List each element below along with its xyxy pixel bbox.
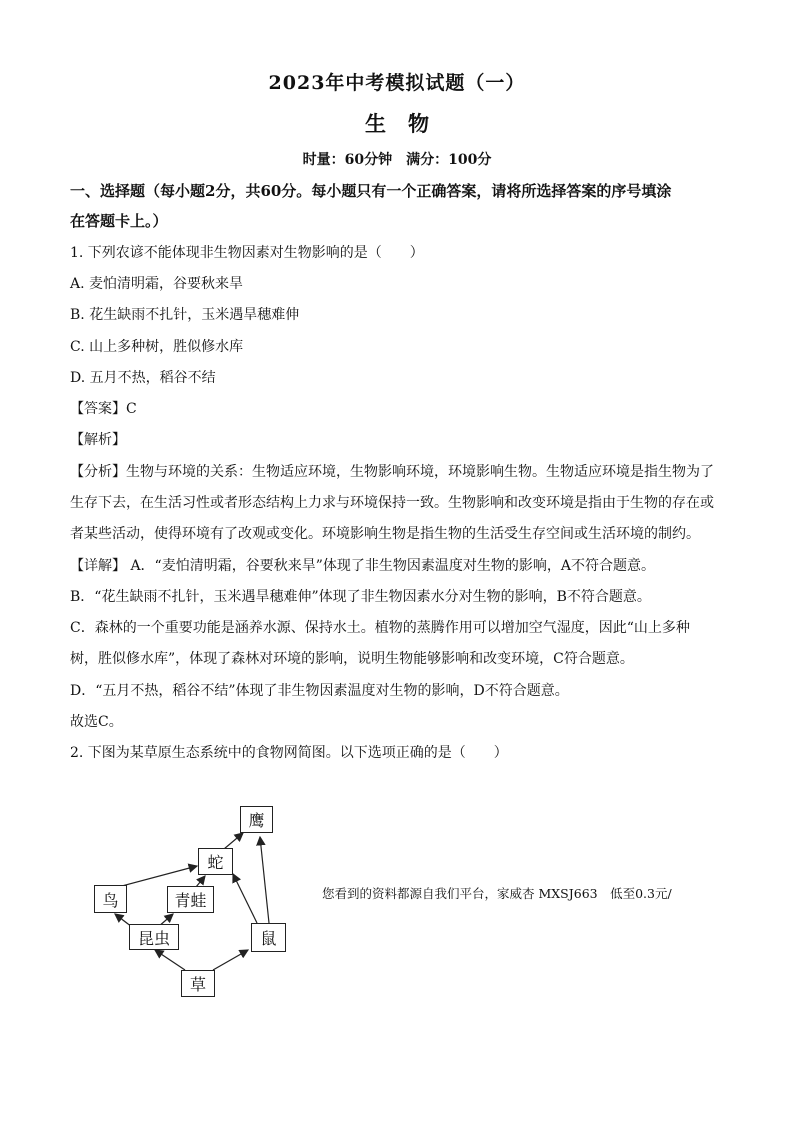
arrow-snake-to-eagle	[224, 833, 243, 849]
question-2-stem: 2. 下图为某草原生态系统中的食物网简图。以下选项正确的是（ ）	[70, 745, 508, 761]
node-frog: 青蛙	[167, 886, 214, 913]
analysis-line: C．森林的一个重要功能是涵养水源、保持水土。植物的蒸腾作用可以增加空气湿度，因此“山上多种	[70, 620, 690, 636]
node-snake: 蛇	[198, 848, 233, 875]
question-1-stem: 1. 下列农谚不能体现非生物因素对生物影响的是（ ）	[70, 245, 424, 261]
node-bird: 鸟	[94, 885, 127, 913]
analysis-line: D．“五月不热，稻谷不结”体现了非生物因素温度对生物的影响，D不符合题意。	[70, 683, 569, 699]
node-mouse: 鼠	[251, 923, 286, 952]
arrow-bird-to-snake	[122, 866, 197, 886]
node-eagle: 鹰	[240, 806, 273, 833]
question-1-answer: 【答案】C	[70, 401, 137, 417]
subject-title: 生物	[365, 111, 451, 136]
analysis-line: 【分析】生物与环境的关系：生物适应环境，生物影响环境，环境影响生物。生物适应环境是指生物为了	[70, 464, 714, 480]
arrow-grass-to-insect	[155, 950, 185, 970]
analysis-line: 【详解】 A．“麦怕清明霜，谷要秋来旱”体现了非生物因素温度对生物的影响，A不符合题意。	[70, 558, 655, 574]
analysis-line: B．“花生缺雨不扎针，玉米遇旱穗难伸”体现了非生物因素水分对生物的影响，B不符合题意。	[70, 589, 651, 605]
question-1-option-d: D. 五月不热，稻谷不结	[70, 370, 216, 386]
analysis-line: 生存下去，在生活习性或者形态结构上力求与环境保持一致。生物影响和改变环境是指由于生物的存在或	[70, 495, 714, 511]
arrow-mouse-to-eagle	[260, 837, 269, 923]
node-insect: 昆虫	[129, 924, 179, 950]
question-1-analysis-label: 【解析】	[70, 432, 126, 448]
food-web-diagram	[88, 800, 318, 1000]
question-1-option-a: A. 麦怕清明霜，谷要秋来旱	[70, 276, 244, 292]
watermark-text: 您看到的资料都源自我们平台，家威杏 MXSJ663 低至0.3元/	[322, 886, 672, 901]
analysis-line: 树，胜似修水库”，体现了森林对环境的影响，说明生物能够影响和改变环境，C符合题意。	[70, 651, 634, 667]
question-1-option-b: B. 花生缺雨不扎针，玉米遇旱穗难伸	[70, 307, 300, 323]
section-heading-line2: 在答题卡上。）	[70, 212, 168, 230]
exam-title: 2023年中考模拟试题（一）	[268, 72, 526, 94]
analysis-line: 者某些活动，使得环境有了改观或变化。环境影响生物是指生物的生活受生存空间或生活环境的制约。	[70, 526, 700, 542]
section-heading-line1: 一、选择题（每小题2分，共60分。每小题只有一个正确答案，请将所选择答案的序号填涂	[70, 182, 672, 200]
arrow-mouse-to-snake	[233, 874, 257, 923]
analysis-line: 故选C。	[70, 714, 123, 730]
question-1-option-c: C. 山上多种树，胜似修水库	[70, 339, 244, 355]
arrow-grass-to-mouse	[213, 950, 248, 970]
node-grass: 草	[181, 970, 215, 997]
exam-info: 时量：60分钟 满分：100分	[302, 152, 492, 168]
